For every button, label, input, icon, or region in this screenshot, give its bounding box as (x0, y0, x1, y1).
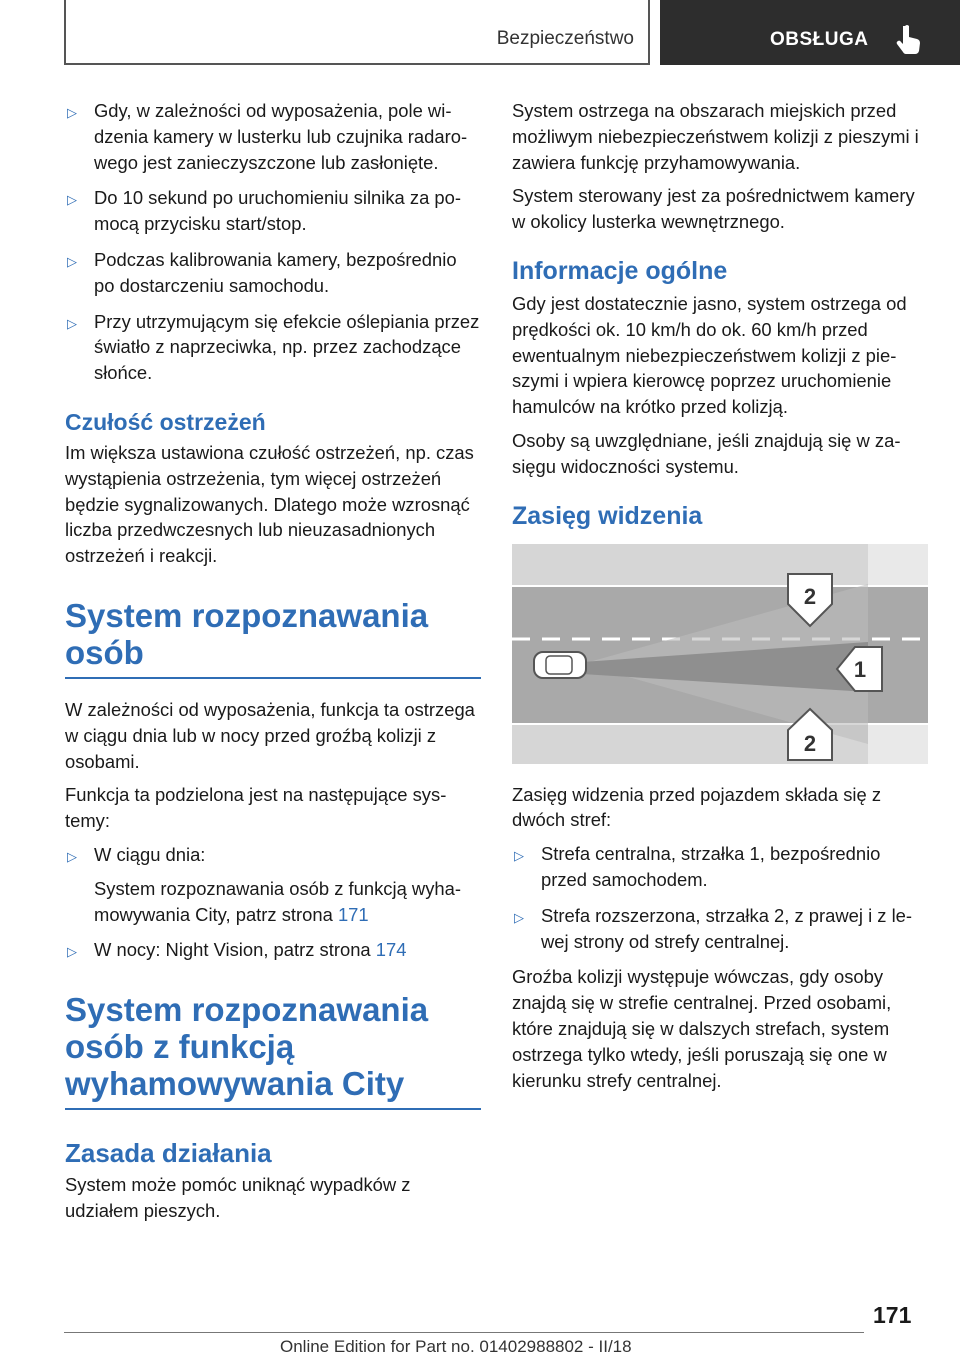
triangle-bullet-icon: ▷ (67, 105, 77, 120)
list-item: ▷ Podczas kalibrowania kamery, bezpośrednio po dostarczeniu samochodu. (67, 248, 457, 296)
triangle-bullet-icon: ▷ (514, 909, 524, 925)
page-link-174[interactable]: 174 (375, 939, 407, 961)
paragraph-speed-range: Gdy jest dostatecznie jasno, system ostrzega od prędkości ok. 10 km/h do ok. 60 km/h przed ewentualnym niebezpieczeństwem kolizji z pieszymi i wpiera kierowcę poprzez uruchomienie hamulców na krótko przed kolizją. (512, 292, 907, 418)
hand-pointer-icon (896, 24, 922, 54)
heading-city-braking: System rozpoznawania osób z funkcją wyhamowywania City (65, 991, 481, 1110)
page-number: 171 (873, 1302, 912, 1328)
list-item: ▷ Przy utrzymującym się efekcie oślepiania przez światło z naprzeciwka, np. przez zachodzące słońce. (67, 310, 480, 384)
triangle-bullet-icon: ▷ (67, 315, 77, 331)
left-column (65, 98, 481, 1232)
svg-text:2: 2 (803, 583, 817, 609)
day-description: System rozpoznawania osób z funkcją wyhamowywania City, patrz strona 171 (94, 877, 461, 925)
paragraph-persons-considered: Osoby są uwzględniane, jeśli znajdują się w zasięgu widoczności systemu. (512, 429, 901, 477)
paragraph-warning-sensitivity: Im większa ustawiona czułość ostrzeżeń, np. czas wystąpienia ostrzeżenia, tym więcej ostrzeżeń będzie sygnalizowanych. Dlatego może wzrosnąć liczba przedwczesnych lub nieuzasadnionych ostrzeżeń i reakcji. (65, 441, 474, 567)
svg-text:2: 2 (803, 730, 817, 756)
conditions-list (65, 98, 481, 386)
triangle-bullet-icon: ▷ (67, 944, 77, 960)
header-chapter-tab[interactable] (660, 0, 960, 65)
footer-divider (64, 1332, 864, 1333)
header-chapter-label: OBSŁUGA (770, 29, 869, 50)
heading-range: Zasięg widzenia (512, 501, 703, 530)
triangle-bullet-icon: ▷ (514, 848, 524, 864)
page-link-171[interactable]: 171 (337, 903, 369, 925)
heading-warning-sensitivity: Czułość ostrzeżeń (65, 408, 266, 435)
list-item: ▷ Do 10 sekund po uruchomieniu silnika za pomocą przycisku start/stop. (67, 187, 462, 235)
car-icon (534, 652, 586, 678)
paragraph-camera: System sterowany jest za pośrednictwem kamery w okolicy lusterka wewnętrznego. (512, 185, 915, 233)
paragraph-system-warns: System ostrzega na obszarach miejskich przed możliwym niebezpieczeństwem kolizji z pieszymi i zawiera funkcję przyhamowywania. (512, 100, 919, 173)
right-column (512, 98, 928, 1101)
header-section-box (64, 0, 650, 65)
paragraph-range-zones: Zasięg widzenia przed pojazdem składa się z dwóch stref: (512, 783, 882, 831)
triangle-bullet-icon: ▷ (67, 192, 77, 208)
paragraph-principle: System może pomóc uniknąć wypadków z udziałem pieszych. (65, 1174, 411, 1221)
systems-list (65, 842, 481, 963)
list-item-day: ▷ W ciągu dnia: System rozpoznawania osób z funkcją wyhamowywania City, patrz strona 171 (65, 842, 481, 927)
list-item: ▷ Strefa rozszerzona, strzałka 2, z prawej i z lewej strony od strefy centralnej. (514, 904, 913, 952)
triangle-bullet-icon: ▷ (67, 848, 77, 864)
list-item: ▷ Gdy, w zależności od wyposażenia, pole widzenia kamery w lusterku lub czujnika radarowego jest zanieczyszczone lub zasłonięte. (67, 100, 468, 173)
paragraph-person-intro: W zależności od wyposażenia, funkcja ta ostrzega w ciągu dnia lub w nocy przed groźbą kolizji z osobami. (65, 698, 475, 772)
heading-person-recognition: System rozpoznawania osób (65, 597, 481, 679)
paragraph-person-systems: Funkcja ta podzielona jest na następujące systemy: (65, 784, 447, 832)
heading-general-info: Informacje ogólne (512, 256, 728, 285)
header-section-title: Bezpieczeństwo (496, 28, 634, 49)
svg-text:1: 1 (853, 656, 867, 682)
list-item-night: ▷ W nocy: Night Vision, patrz strona 174 (65, 937, 481, 963)
paragraph-collision-risk: Groźba kolizji występuje wówczas, gdy osoby znajdą się w strefie centralnej. Przed osobami, które znajdują się w dalszych strefach, system ostrzega tylko wtedy, jeśli poruszają się one w kierunku strefy centralnej. (512, 966, 892, 1091)
triangle-bullet-icon: ▷ (67, 253, 77, 269)
zones-list (512, 841, 928, 954)
list-item: ▷ Strefa centralna, strzałka 1, bezpośrednio przed samochodem. (514, 843, 881, 890)
heading-principle: Zasada działania (65, 1138, 272, 1169)
footer-edition: Online Edition for Part no. 01402988802 - II/18 (280, 1337, 632, 1356)
detection-range-figure (512, 544, 928, 764)
